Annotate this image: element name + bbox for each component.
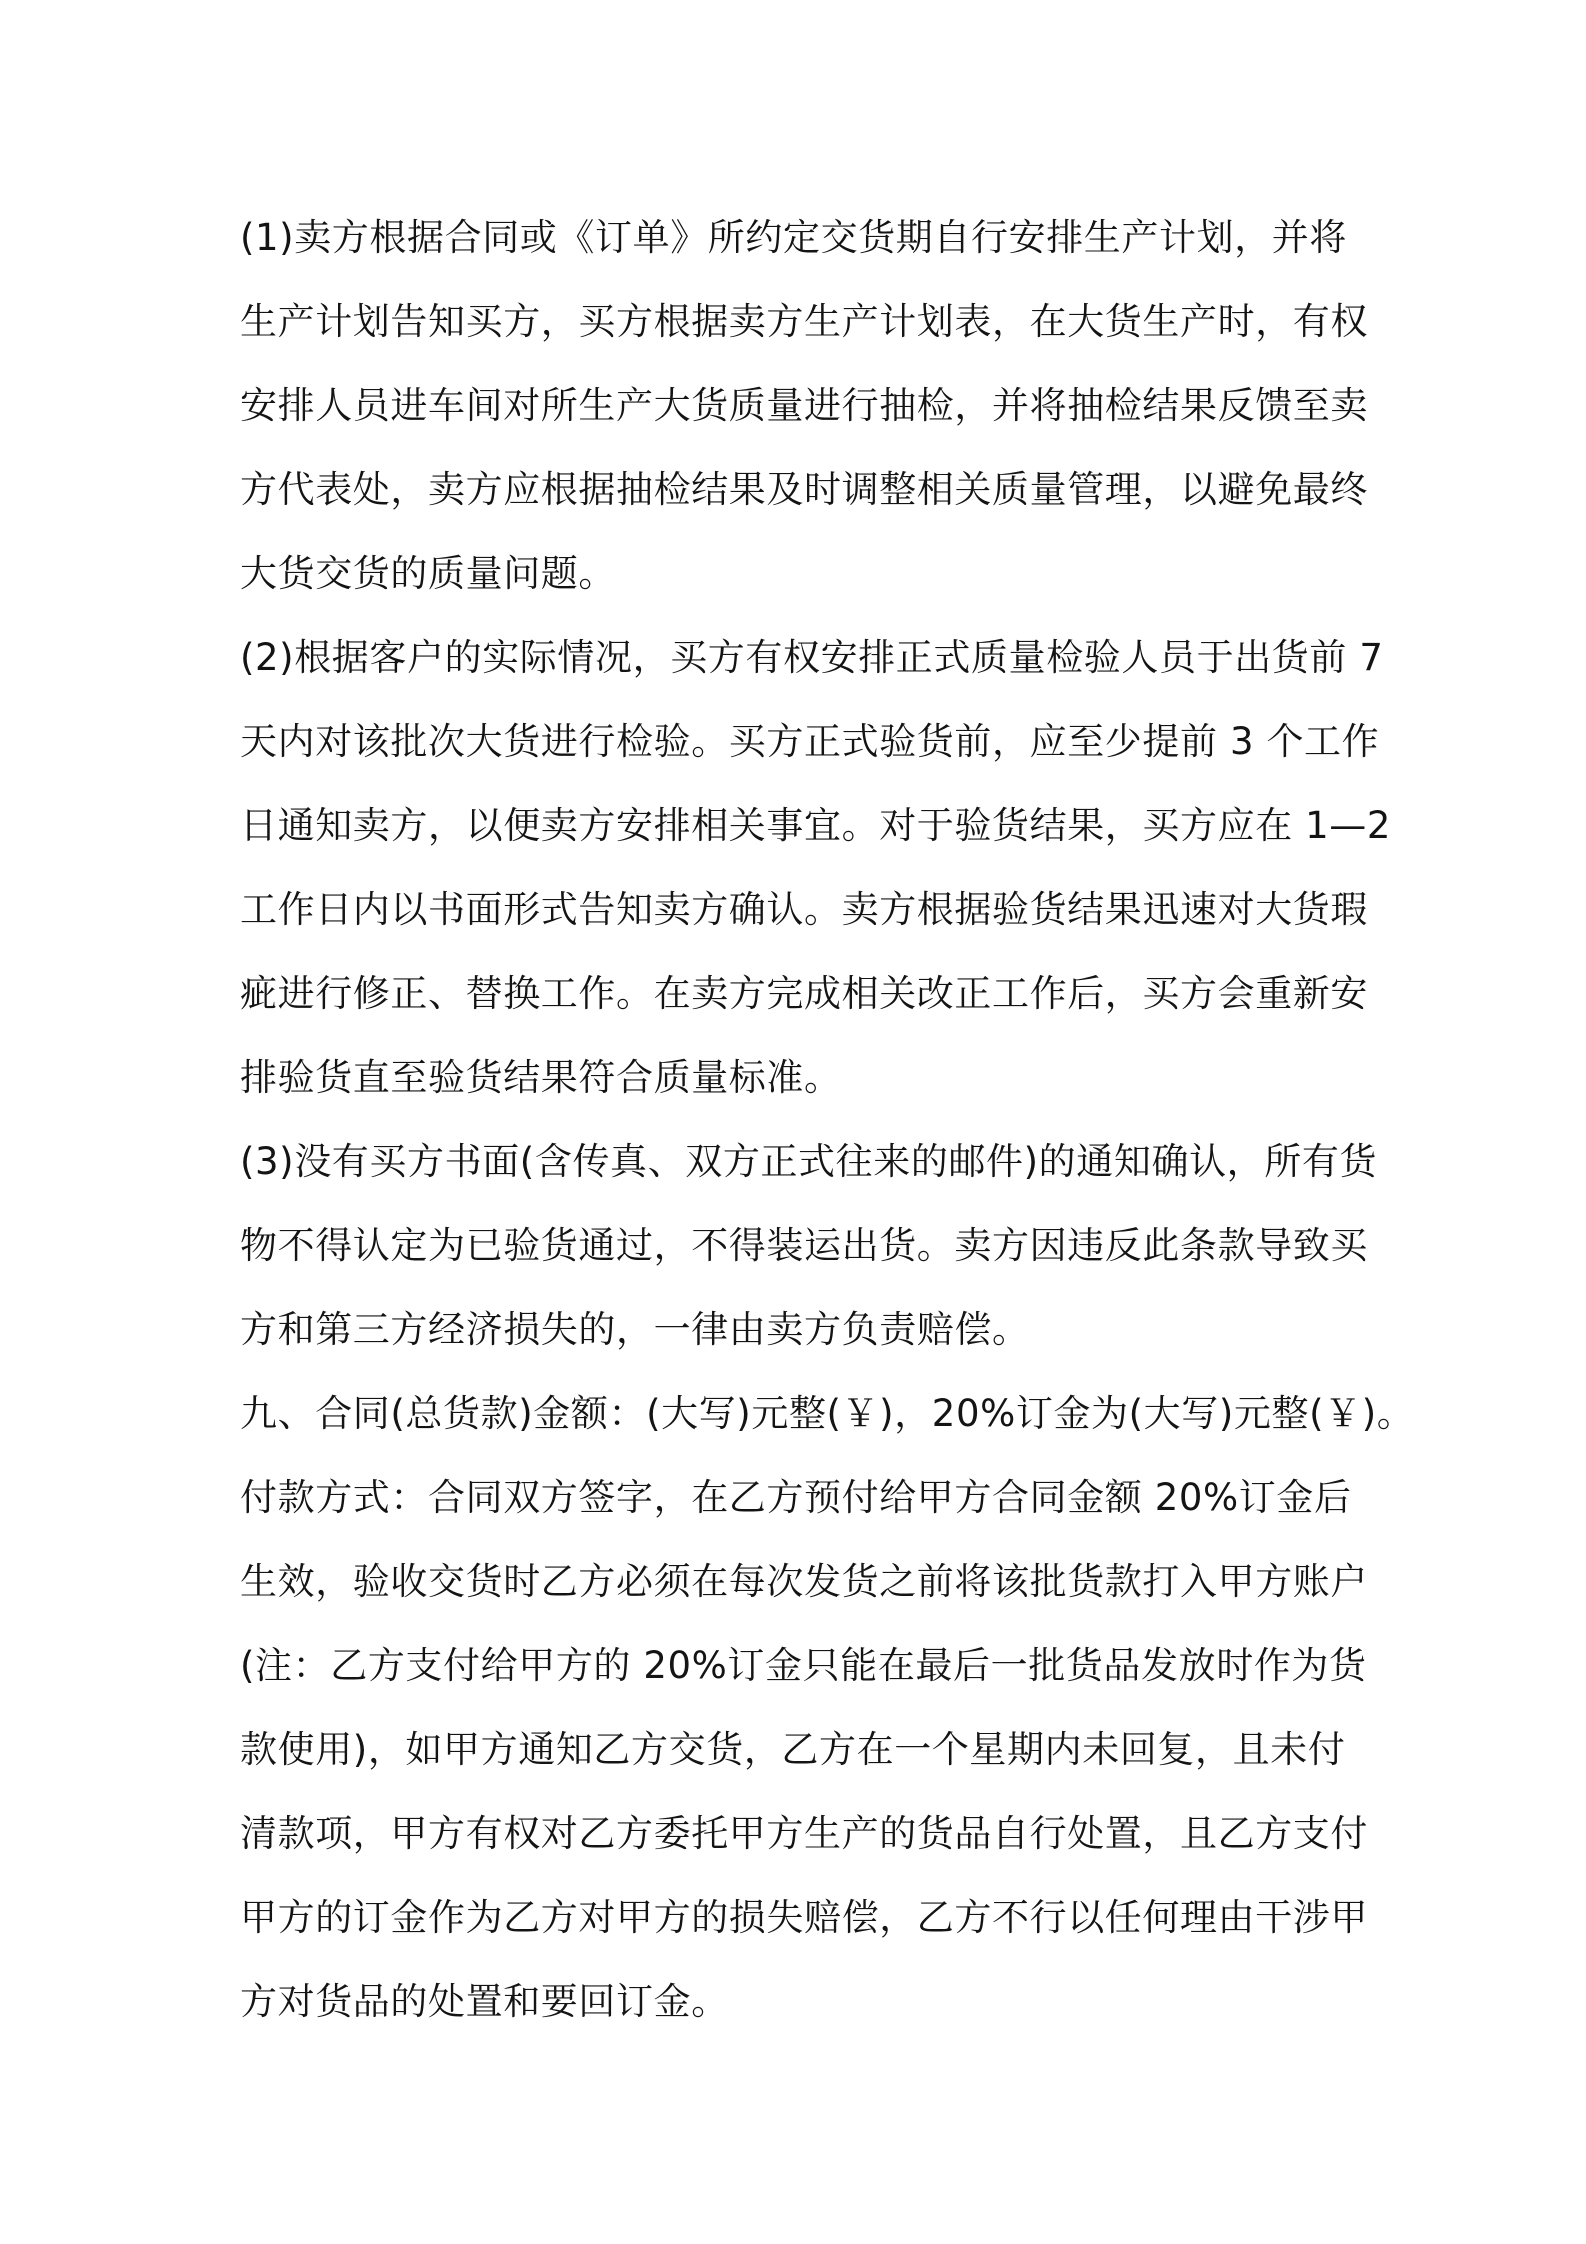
text-line: 九、合同(总货款)金额：(大写)元整(￥)，20%订金为(大写)元整(￥)。 — [240, 1392, 1415, 1435]
text-line: (1)卖方根据合同或《订单》所约定交货期自行安排生产计划，并将 — [240, 216, 1348, 259]
text-line: 安排人员进车间对所生产大货质量进行抽检，并将抽检结果反馈至卖 — [240, 384, 1368, 427]
text-line: 生产计划告知买方，买方根据卖方生产计划表，在大货生产时，有权 — [240, 300, 1368, 343]
text-line: 疵进行修正、替换工作。在卖方完成相关改正工作后，买方会重新安 — [240, 972, 1368, 1015]
text-line: (2)根据客户的实际情况，买方有权安排正式质量检验人员于出货前 7 — [240, 636, 1384, 679]
text-line: 排验货直至验货结果符合质量标准。 — [240, 1056, 842, 1099]
text-line: 付款方式：合同双方签字，在乙方预付给甲方合同金额 20%订金后 — [240, 1476, 1352, 1519]
text-line: 大货交货的质量问题。 — [240, 552, 616, 595]
text-line: (3)没有买方书面(含传真、双方正式往来的邮件)的通知确认，所有货 — [240, 1140, 1378, 1183]
text-line: 款使用)，如甲方通知乙方交货，乙方在一个星期内未回复，且未付 — [240, 1728, 1346, 1771]
text-line: 生效，验收交货时乙方必须在每次发货之前将该批货款打入甲方账户 — [240, 1560, 1368, 1603]
text-line: 甲方的订金作为乙方对甲方的损失赔偿，乙方不行以任何理由干涉甲 — [240, 1896, 1368, 1939]
text-line: 方代表处，卖方应根据抽检结果及时调整相关质量管理，以避免最终 — [240, 468, 1368, 511]
text-line: 物不得认定为已验货通过，不得装运出货。卖方因违反此条款导致买 — [240, 1224, 1368, 1267]
text-line: (注：乙方支付给甲方的 20%订金只能在最后一批货品发放时作为货 — [240, 1644, 1367, 1687]
text-line: 清款项，甲方有权对乙方委托甲方生产的货品自行处置，且乙方支付 — [240, 1812, 1368, 1855]
text-line: 方和第三方经济损失的，一律由卖方负责赔偿。 — [240, 1308, 1030, 1351]
text-line: 日通知卖方，以便卖方安排相关事宜。对于验货结果，买方应在 1—2 — [240, 804, 1392, 847]
text-line: 天内对该批次大货进行检验。买方正式验货前，应至少提前 3 个工作 — [240, 720, 1380, 763]
text-line: 工作日内以书面形式告知卖方确认。卖方根据验货结果迅速对大货瑕 — [240, 888, 1368, 931]
document-body — [240, 196, 1415, 2044]
text-line: 方对货品的处置和要回订金。 — [240, 1980, 729, 2023]
